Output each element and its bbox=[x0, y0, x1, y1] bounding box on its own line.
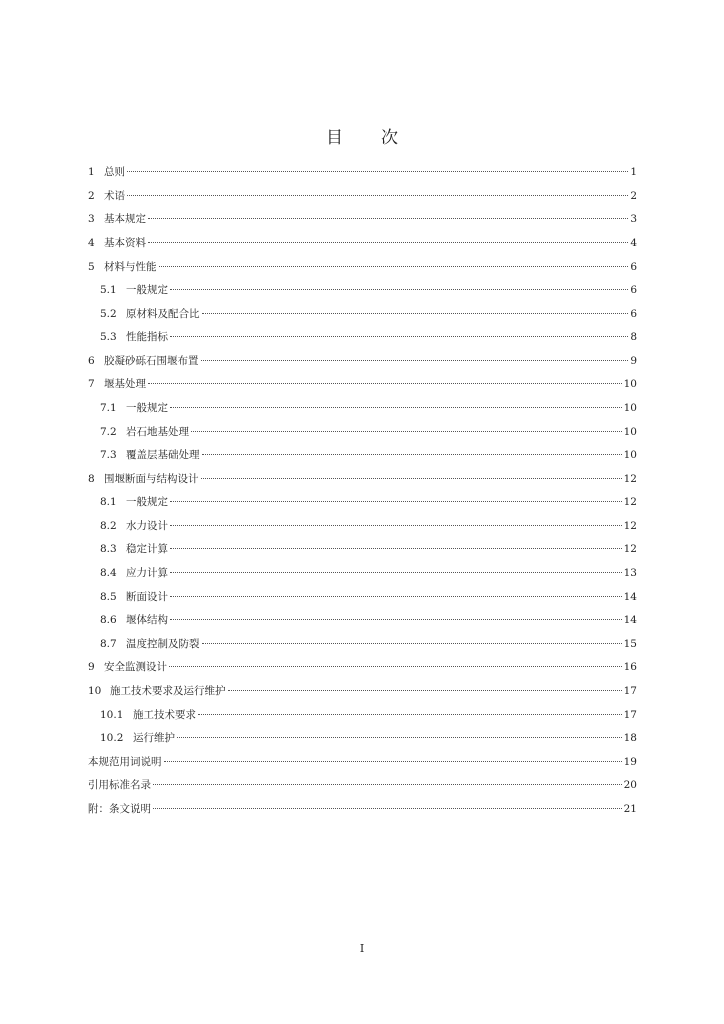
toc-entry-8-1[interactable] bbox=[100, 494, 637, 510]
toc-entry-number: 10 bbox=[88, 685, 102, 697]
toc-leader-dots bbox=[153, 784, 622, 785]
toc-entry-label: 施工技术要求及运行维护 bbox=[110, 685, 226, 697]
title-part-1: 目 bbox=[326, 128, 343, 148]
watermark: ​ bbox=[408, 564, 432, 591]
toc-leader-dots bbox=[191, 431, 622, 432]
toc-entry-page: 4 bbox=[630, 237, 637, 249]
toc-leader-dots bbox=[202, 313, 629, 314]
toc-entry-10[interactable] bbox=[88, 683, 637, 699]
toc-entry-number: 7.3 bbox=[100, 449, 117, 461]
toc-entry-page: 6 bbox=[630, 308, 637, 320]
toc-leader-dots bbox=[159, 266, 629, 267]
toc-entry-page: 6 bbox=[630, 284, 637, 296]
toc-entry-label: 引用标准名录 bbox=[88, 779, 151, 791]
toc-entry-label: 总则 bbox=[104, 166, 125, 178]
toc-entry-number: 2 bbox=[88, 190, 95, 202]
toc-leader-dots bbox=[170, 596, 622, 597]
toc-entry-page: 13 bbox=[623, 567, 637, 579]
toc-entry-number: 5.2 bbox=[100, 308, 117, 320]
toc-entry-label: 断面设计 bbox=[126, 591, 168, 603]
toc-entry-page: 12 bbox=[623, 543, 637, 555]
toc-entry-label: 围堰断面与结构设计 bbox=[104, 473, 199, 485]
toc-entry-number: 7 bbox=[88, 378, 95, 390]
toc-leader-dots bbox=[201, 478, 622, 479]
toc-entry-7[interactable] bbox=[88, 376, 637, 392]
toc-entry-number: 1 bbox=[88, 166, 95, 178]
toc-leader-dots bbox=[201, 360, 629, 361]
toc-entry-label: 稳定计算 bbox=[126, 543, 168, 555]
toc-leader-dots bbox=[202, 643, 622, 644]
toc-entry-4[interactable] bbox=[88, 235, 637, 251]
toc-entry-label: 堰体结构 bbox=[126, 614, 168, 626]
toc-entry-page: 12 bbox=[623, 496, 637, 508]
toc-entry-number: 8.3 bbox=[100, 543, 117, 555]
toc-entry-8-2[interactable] bbox=[100, 518, 637, 534]
toc-entry-label: 胶凝砂砾石围堰布置 bbox=[104, 355, 199, 367]
toc-leader-dots bbox=[169, 666, 622, 667]
toc-entry-number: 6 bbox=[88, 355, 95, 367]
toc-entry-1[interactable] bbox=[88, 164, 637, 180]
toc-leader-dots bbox=[198, 714, 622, 715]
page-number: I bbox=[359, 942, 365, 955]
toc-leader-dots bbox=[170, 289, 628, 290]
toc-entry-number: 5.1 bbox=[100, 284, 117, 296]
toc-entry-page: 3 bbox=[630, 213, 637, 225]
toc-leader-dots bbox=[228, 690, 622, 691]
toc-entry-number: 8 bbox=[88, 473, 95, 485]
toc-entry-number: 7.1 bbox=[100, 402, 117, 414]
toc-entry-10-2[interactable] bbox=[100, 730, 637, 746]
toc-entry-label: 基本规定 bbox=[104, 213, 146, 225]
toc-entry-label: 原材料及配合比 bbox=[126, 308, 200, 320]
toc-entry-label: 基本资料 bbox=[104, 237, 146, 249]
toc-entry-number: 5 bbox=[88, 261, 95, 273]
toc-leader-dots bbox=[170, 572, 622, 573]
toc-entry-8-5[interactable] bbox=[100, 589, 637, 605]
toc-entry-page: 12 bbox=[623, 520, 637, 532]
toc-entry-5-3[interactable] bbox=[100, 329, 637, 345]
toc-entry-label: 一般规定 bbox=[126, 402, 168, 414]
toc-entry-page: 1 bbox=[630, 166, 637, 178]
title-part-2: 次 bbox=[381, 128, 398, 148]
toc-entry-number: 3 bbox=[88, 213, 95, 225]
toc-entry-normative-references[interactable] bbox=[88, 777, 637, 793]
toc-entry-label: 本规范用词说明 bbox=[88, 756, 162, 768]
toc-entry-page: 10 bbox=[623, 449, 637, 461]
toc-entry-wording-explanation[interactable] bbox=[88, 754, 637, 770]
toc-entry-6[interactable] bbox=[88, 353, 637, 369]
toc-entry-label: 温度控制及防裂 bbox=[126, 638, 200, 650]
toc-leader-dots bbox=[170, 336, 628, 337]
toc-leader-dots bbox=[170, 501, 622, 502]
toc-entry-8-3[interactable] bbox=[100, 541, 637, 557]
toc-entry-number: 5.3 bbox=[100, 331, 117, 343]
toc-entry-number: 8.2 bbox=[100, 520, 117, 532]
toc-entry-8-4[interactable] bbox=[100, 565, 637, 581]
toc-entry-8-6[interactable] bbox=[100, 612, 637, 628]
toc-entry-2[interactable] bbox=[88, 188, 637, 204]
toc-leader-dots bbox=[170, 407, 622, 408]
toc-entry-number: 10.1 bbox=[100, 709, 124, 721]
toc-entry-page: 19 bbox=[623, 756, 637, 768]
toc-entry-page: 8 bbox=[630, 331, 637, 343]
toc-entry-label: 堰基处理 bbox=[104, 378, 146, 390]
toc-entry-page: 6 bbox=[630, 261, 637, 273]
toc-leader-dots bbox=[170, 548, 622, 549]
toc-entry-page: 12 bbox=[623, 473, 637, 485]
toc-entry-label: 附：条文说明 bbox=[88, 803, 151, 815]
toc-entry-label: 性能指标 bbox=[126, 331, 168, 343]
toc-leader-dots bbox=[164, 761, 622, 762]
toc-entry-number: 8.7 bbox=[100, 638, 117, 650]
toc-leader-dots bbox=[148, 242, 628, 243]
toc-entry-explanation-of-provisions[interactable] bbox=[88, 801, 637, 817]
toc-entry-5-2[interactable] bbox=[100, 306, 637, 322]
toc-entry-number: 4 bbox=[88, 237, 95, 249]
toc-entry-label: 术语 bbox=[104, 190, 125, 202]
toc-entry-7-1[interactable] bbox=[100, 400, 637, 416]
toc-entry-page: 15 bbox=[623, 638, 637, 650]
toc-entry-page: 10 bbox=[623, 426, 637, 438]
toc-leader-dots bbox=[153, 808, 622, 809]
toc-entry-page: 9 bbox=[630, 355, 637, 367]
toc-entry-number: 8.6 bbox=[100, 614, 117, 626]
toc-entry-3[interactable] bbox=[88, 211, 637, 227]
toc-leader-dots bbox=[127, 195, 628, 196]
toc-entry-7-2[interactable] bbox=[100, 424, 637, 440]
toc-leader-dots bbox=[148, 218, 628, 219]
toc-entry-label: 岩石地基处理 bbox=[126, 426, 189, 438]
toc-entry-number: 7.2 bbox=[100, 426, 117, 438]
toc-leader-dots bbox=[127, 171, 628, 172]
toc-entry-8[interactable] bbox=[88, 471, 637, 487]
toc-entry-page: 17 bbox=[623, 685, 637, 697]
toc-entry-label: 水力设计 bbox=[126, 520, 168, 532]
toc-entry-label: 一般规定 bbox=[126, 496, 168, 508]
toc-entry-page: 20 bbox=[623, 779, 637, 791]
toc-entry-page: 2 bbox=[630, 190, 637, 202]
page-title bbox=[0, 123, 724, 148]
toc-entry-label: 覆盖层基础处理 bbox=[126, 449, 200, 461]
toc-entry-page: 14 bbox=[623, 614, 637, 626]
toc-entry-7-3[interactable] bbox=[100, 447, 637, 463]
toc-leader-dots bbox=[177, 737, 622, 738]
toc-entry-label: 运行维护 bbox=[133, 732, 175, 744]
toc-entry-page: 10 bbox=[623, 402, 637, 414]
toc-entry-8-7[interactable] bbox=[100, 636, 637, 652]
toc-entry-label: 应力计算 bbox=[126, 567, 168, 579]
toc-entry-number: 10.2 bbox=[100, 732, 124, 744]
toc-entry-page: 14 bbox=[623, 591, 637, 603]
toc-entry-page: 17 bbox=[623, 709, 637, 721]
toc-entry-label: 安全监测设计 bbox=[104, 661, 167, 673]
toc-entry-5-1[interactable] bbox=[100, 282, 637, 298]
toc-entry-number: 8.5 bbox=[100, 591, 117, 603]
toc-entry-number: 8.1 bbox=[100, 496, 117, 508]
toc-leader-dots bbox=[148, 383, 622, 384]
toc-entry-label: 一般规定 bbox=[126, 284, 168, 296]
toc-entry-10-1[interactable] bbox=[100, 707, 637, 723]
toc-entry-5[interactable] bbox=[88, 259, 637, 275]
toc-leader-dots bbox=[170, 525, 622, 526]
toc-entry-9[interactable] bbox=[88, 659, 637, 675]
toc-entry-number: 8.4 bbox=[100, 567, 117, 579]
toc-entry-page: 10 bbox=[623, 378, 637, 390]
toc-entry-page: 16 bbox=[623, 661, 637, 673]
toc-entry-number: 9 bbox=[88, 661, 95, 673]
toc-entry-page: 18 bbox=[623, 732, 637, 744]
toc-entry-label: 施工技术要求 bbox=[133, 709, 196, 721]
toc-entry-page: 21 bbox=[623, 803, 637, 815]
toc-leader-dots bbox=[202, 454, 622, 455]
toc-entry-label: 材料与性能 bbox=[104, 261, 157, 273]
toc-leader-dots bbox=[170, 619, 622, 620]
